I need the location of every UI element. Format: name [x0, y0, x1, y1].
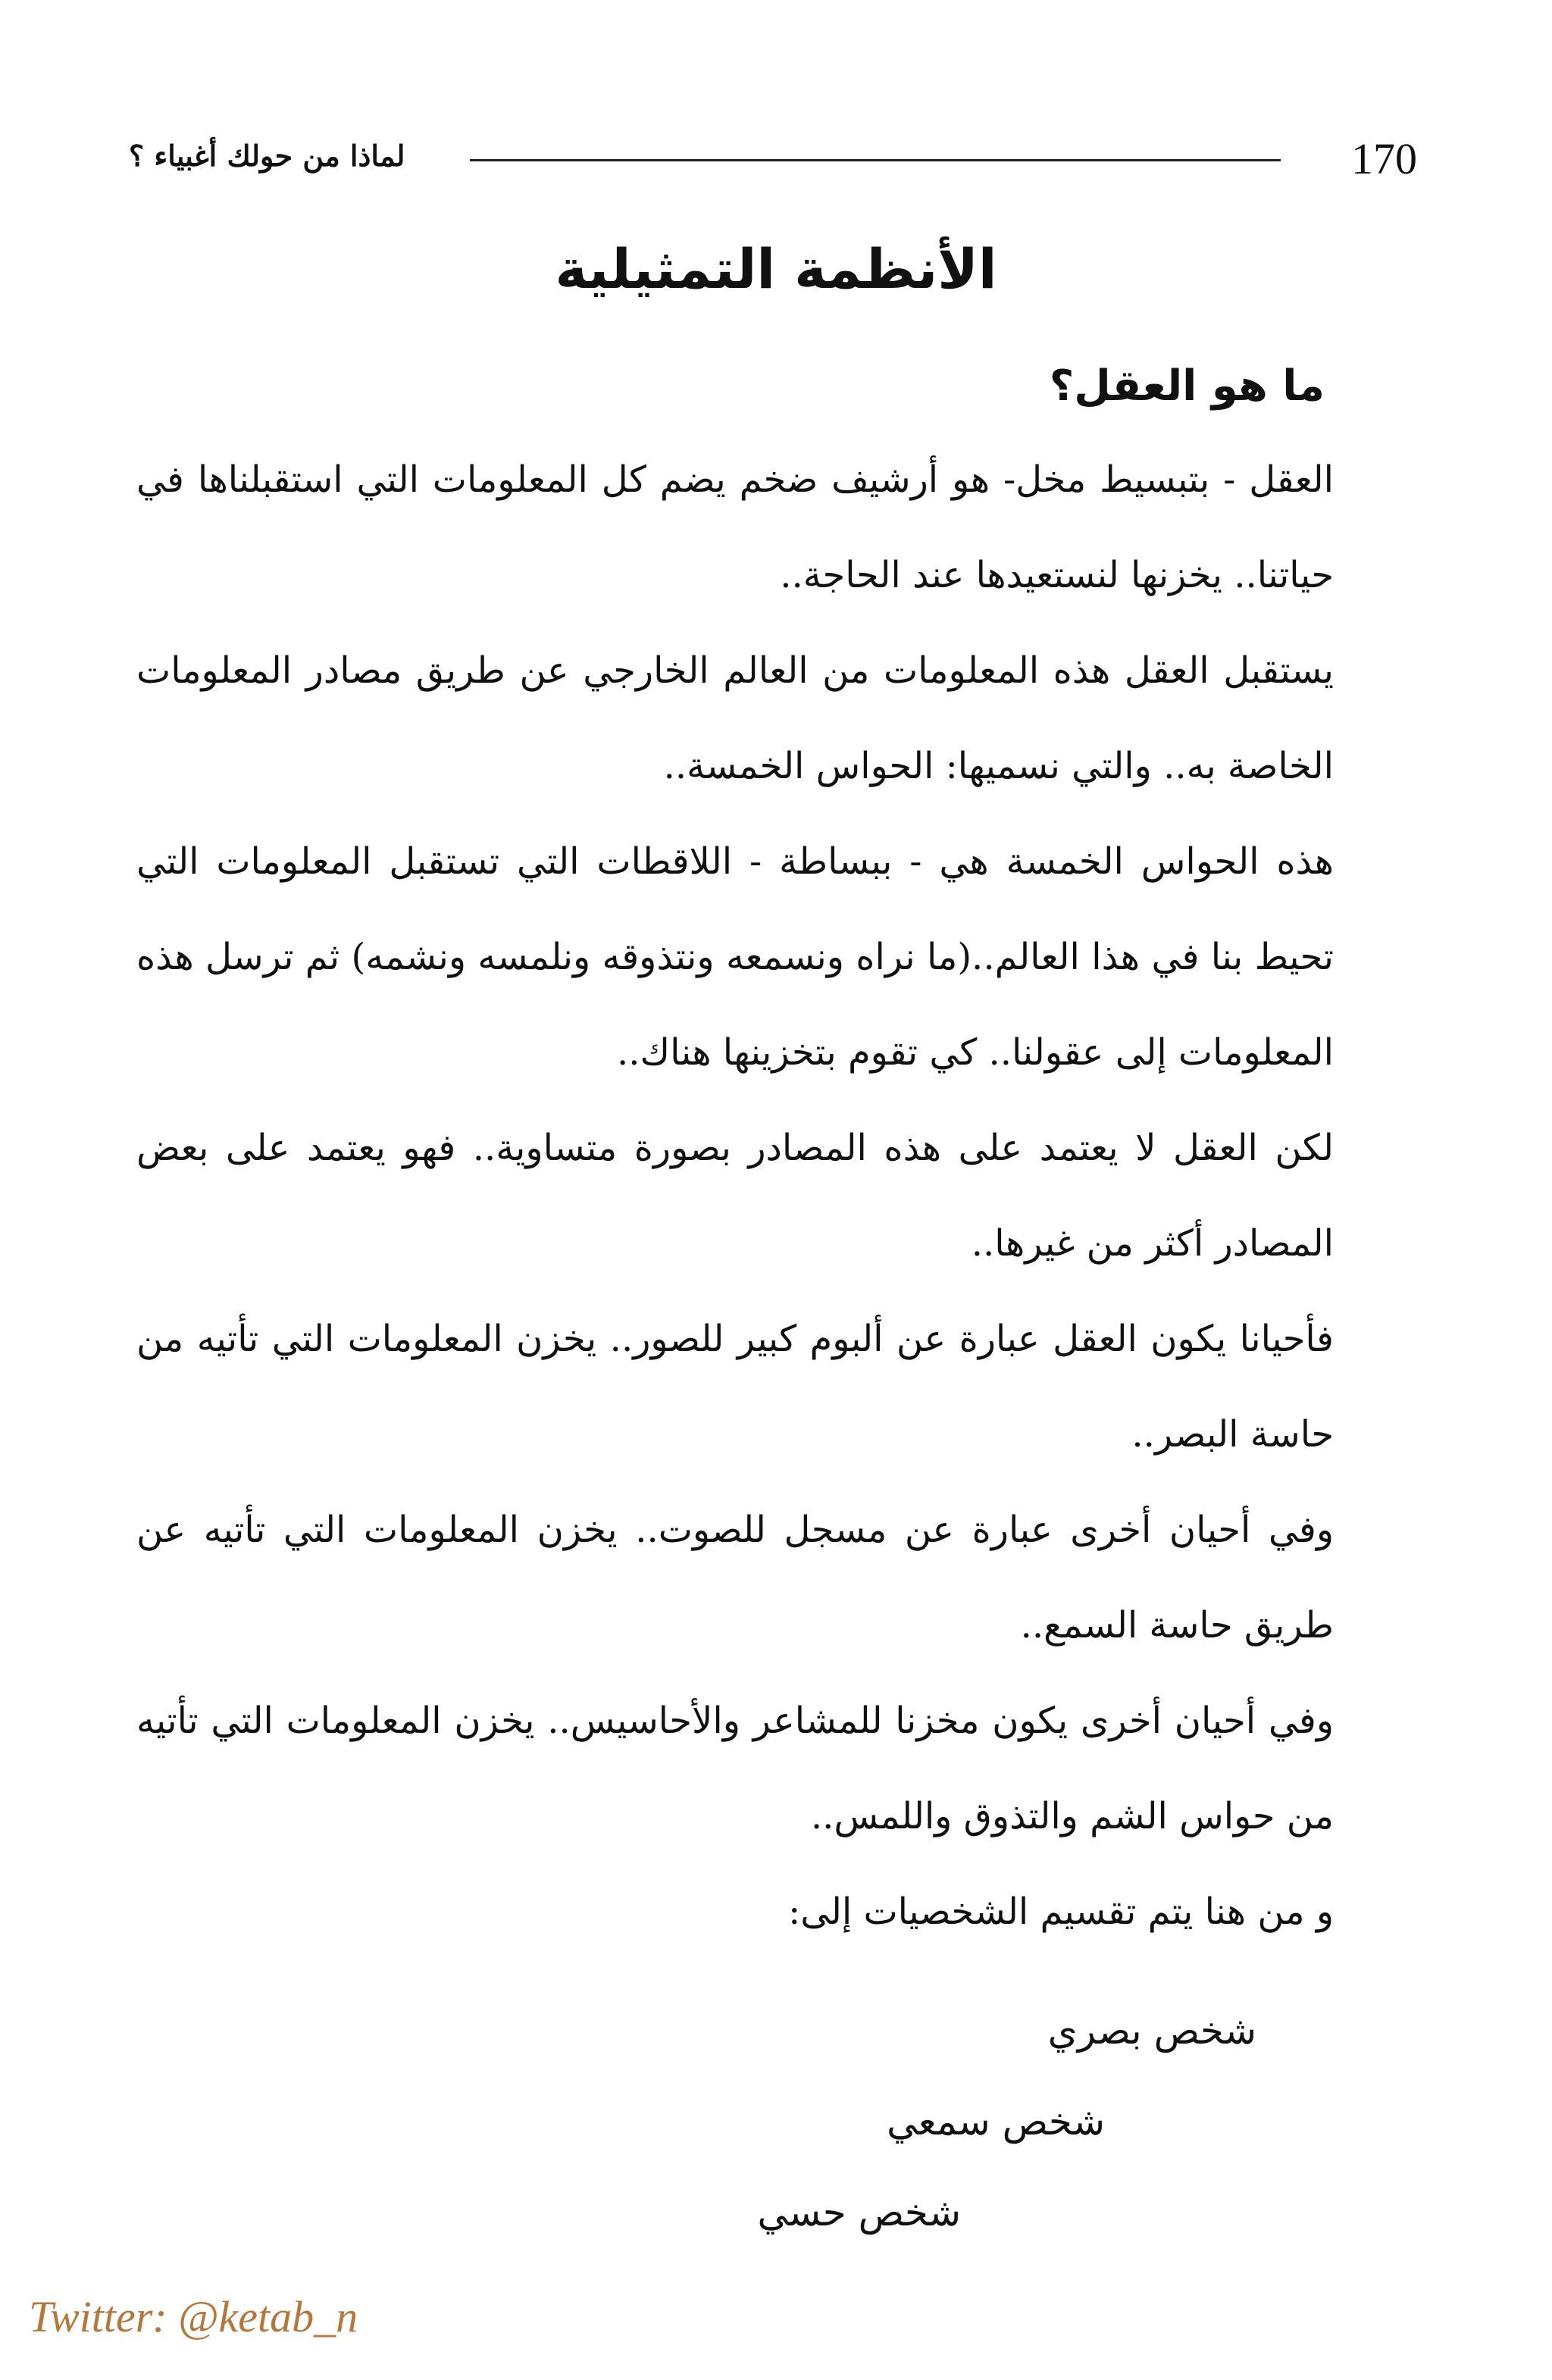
- book-title: لماذا من حولك أغبياء ؟: [129, 139, 405, 173]
- watermark: Twitter: @ketab_n: [29, 2292, 358, 2341]
- running-header: [129, 129, 1417, 189]
- list-item: شخص حسي: [757, 2191, 961, 2235]
- paragraph: لكن العقل لا يعتمد على هذه المصادر بصورة متساوية.. فهو يعتمد على بعض المصادر أكثر من غيرها..: [136, 1127, 1334, 1265]
- body-text: [136, 432, 1334, 1959]
- section-heading: ما هو العقل؟: [1049, 361, 1325, 411]
- paragraph: وفي أحيان أخرى عبارة عن مسجل للصوت.. يخزن المعلومات التي تأتيه عن طريق حاسة السمع..: [136, 1509, 1334, 1647]
- list-item: شخص سمعي: [887, 2100, 1105, 2144]
- list-item: شخص بصري: [1047, 2009, 1256, 2053]
- paragraph: يستقبل العقل هذه المعلومات من العالم الخارجي عن طريق مصادر المعلومات الخاصة به.. والتي نسميها: الحواس الخمسة..: [136, 649, 1334, 787]
- header-rule: [470, 159, 1281, 161]
- paragraph: وفي أحيان أخرى يكون مخزنا للمشاعر والأحاسيس.. يخزن المعلومات التي تأتيه من حواس الشم والتذوق واللمس..: [136, 1700, 1335, 1837]
- paragraph: العقل - بتبسيط مخل- هو أرشيف ضخم يضم كل المعلومات التي استقبلناها في حياتنا.. يخزنها لنستعيدها عند الحاجة..: [136, 458, 1334, 596]
- paragraph: و من هنا يتم تقسيم الشخصيات إلى:: [788, 1891, 1334, 1933]
- paragraph: فأحيانا يكون العقل عبارة عن ألبوم كبير للصور.. يخزن المعلومات التي تأتيه من حاسة البصر..: [136, 1318, 1334, 1456]
- page-number: 170: [1351, 134, 1417, 183]
- chapter-title: الأنظمة التمثيلية: [555, 237, 997, 301]
- paragraph: هذه الحواس الخمسة هي - ببساطة - اللاقطات التي تستقبل المعلومات التي تحيط بنا في هذا العالم..(ما نراه ونسمعه ونتذوقه ونلمسه ونشمه) ثم ترسل هذه المعلومات إلى عقولنا.. كي تقوم بتخزينها هناك..: [136, 840, 1334, 1074]
